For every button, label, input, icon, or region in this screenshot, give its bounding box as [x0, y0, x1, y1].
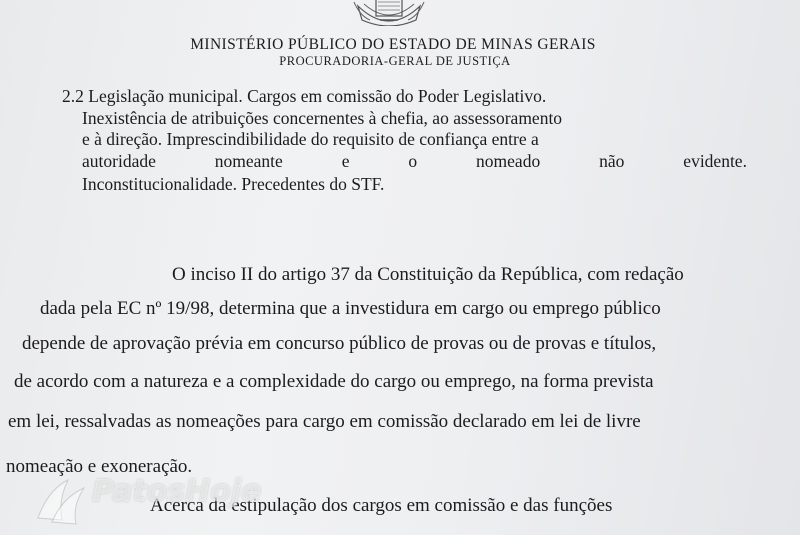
ementa-word: não [599, 151, 625, 171]
ementa-word: autoridade [82, 151, 156, 171]
watermark-text: PatosHoje [92, 474, 262, 509]
ementa-line-5: Inconstitucionalidade. Precedentes do STF. [82, 174, 385, 194]
body-paragraph-line: de acordo com a natureza e a complexidade do cargo ou emprego, na forma prevista [14, 371, 654, 392]
ementa-line-2: Inexistência de atribuições concernentes à chefia, ao assessoramento [82, 108, 563, 128]
ementa-word: evidente. [683, 151, 747, 171]
ementa-line-3: e à direção. Imprescindibilidade do requisito de confiança entre a [82, 129, 539, 149]
body-paragraph-line: nomeação e exoneração. [6, 456, 193, 477]
ementa-line-4 [82, 151, 747, 172]
ementa-word: e [341, 151, 350, 171]
body-paragraph-line: Acerca da estipulação dos cargos em comissão e das funções [150, 495, 613, 516]
ementa-word: o [408, 151, 418, 171]
coat-of-arms-emblem [350, 0, 428, 26]
ementa-line-1: 2.2 Legislação municipal. Cargos em comissão do Poder Legislativo. [62, 86, 547, 106]
header-title: MINISTÉRIO PÚBLICO DO ESTADO DE MINAS GERAIS [190, 36, 596, 53]
body-paragraph-line: O inciso II do artigo 37 da Constituição da República, com redação [172, 264, 684, 285]
body-paragraph-line: dada pela EC nº 19/98, determina que a investidura em cargo ou emprego público [40, 298, 661, 319]
ementa-word: nomeado [476, 151, 541, 171]
header-subtitle: PROCURADORIA-GERAL DE JUSTIÇA [279, 54, 511, 68]
body-paragraph-line: depende de aprovação prévia em concurso público de provas ou de provas e títulos, [22, 333, 657, 354]
body-paragraph-line: em lei, ressalvadas as nomeações para cargo em comissão declarado em lei de livre [8, 411, 641, 432]
ementa-word: nomeante [214, 151, 283, 171]
